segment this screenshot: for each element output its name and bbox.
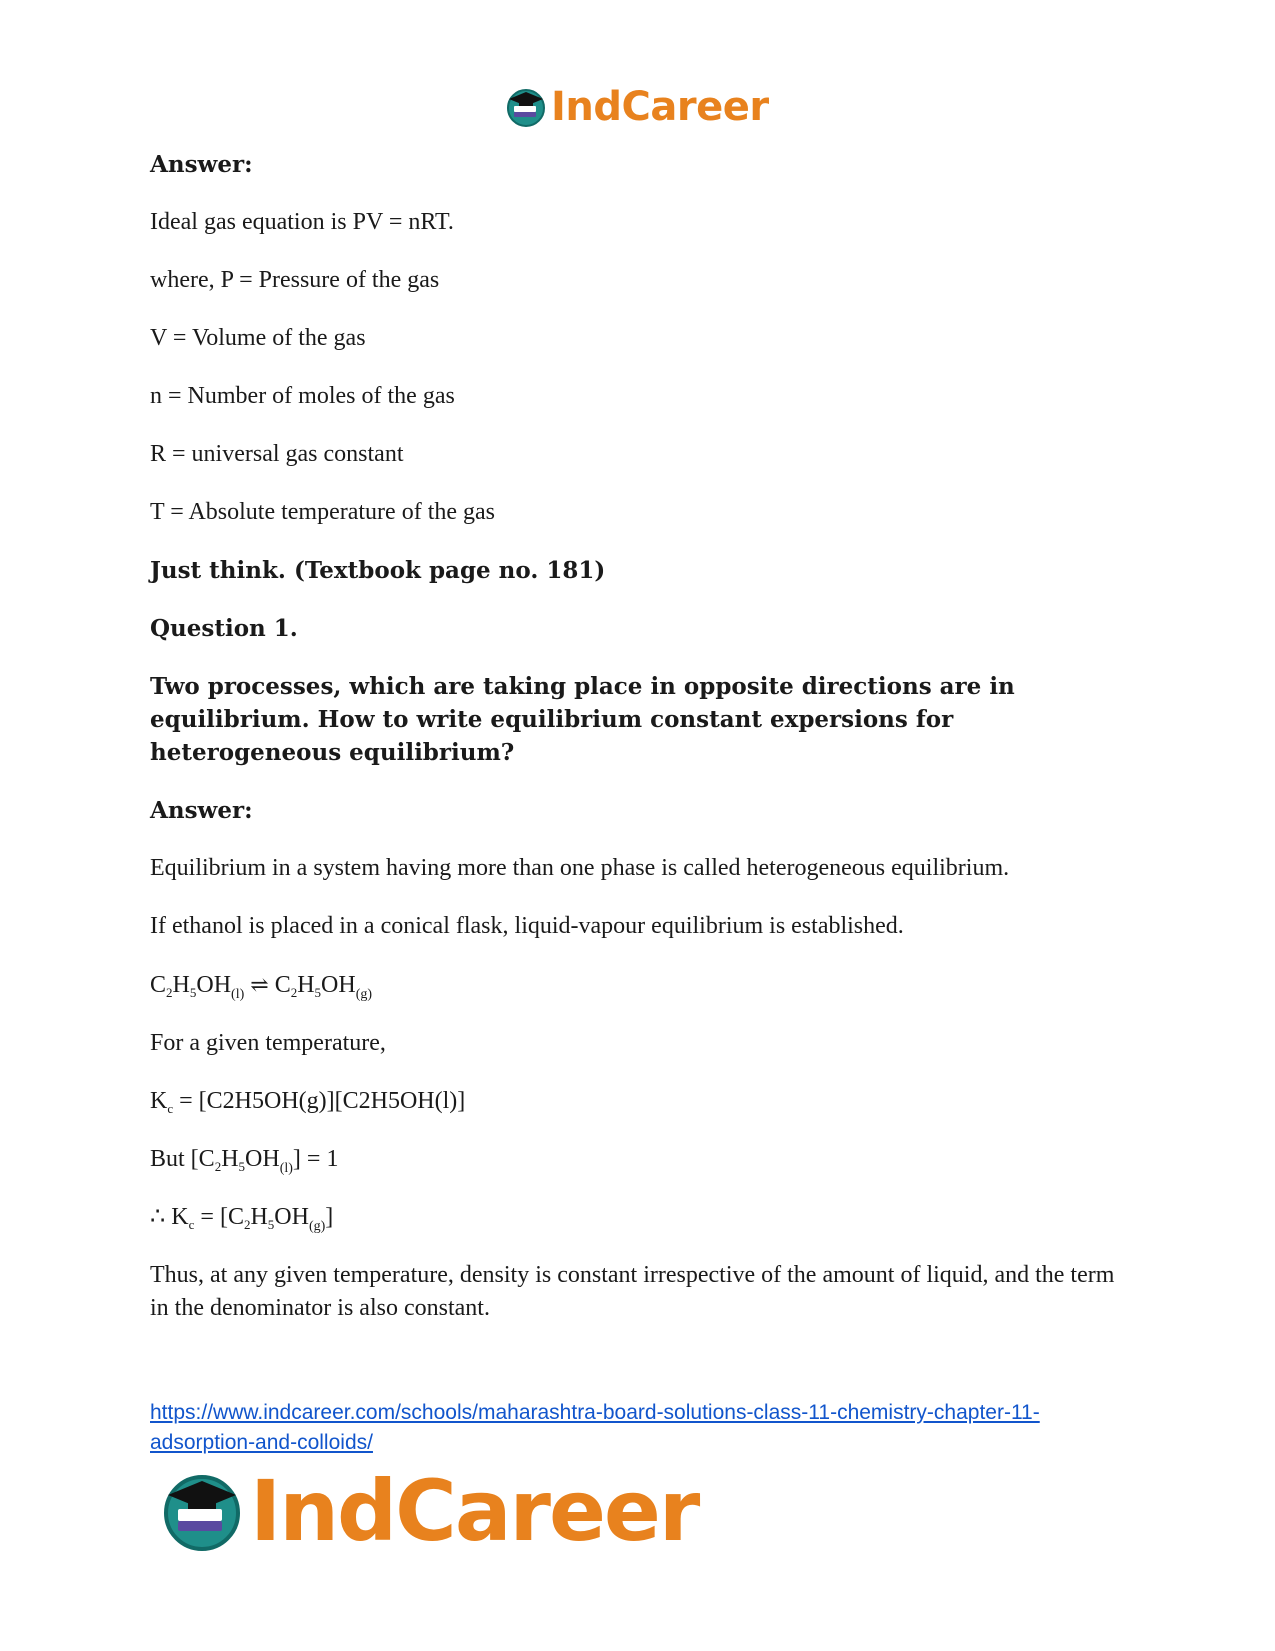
answer-heading-2: Answer: — [150, 797, 253, 824]
ideal-gas-line: Ideal gas equation is PV = nRT. — [150, 209, 454, 235]
graduation-cap-globe-icon — [505, 86, 547, 128]
equilibrium-arrow: ⇌ — [250, 972, 269, 997]
brand-wordmark-large: IndCareer — [250, 1462, 699, 1560]
main-content — [150, 148, 1135, 1350]
temperature-def: T = Absolute temperature of the gas — [150, 499, 495, 525]
question-number: Question 1. — [150, 615, 298, 642]
volume-def: V = Volume of the gas — [150, 325, 366, 351]
footer-logo — [160, 1462, 699, 1560]
kc-expression: $K_c = [C2H5OH(g)][C2H5OH(l)]$ — [150, 1088, 466, 1116]
gas-constant-def: R = universal gas constant — [150, 441, 404, 467]
source-link[interactable]: https://www.indcareer.com/schools/maharashtra-board-solutions-class-11-chemistry-chapter-11-adsorption-and-colloids/ — [150, 1401, 1040, 1454]
pressure-def: where, P = Pressure of the gas — [150, 267, 440, 293]
brand-wordmark: IndCareer — [551, 84, 769, 130]
ethanol-statement: If ethanol is placed in a conical flask, liquid-vapour equilibrium is established. — [150, 913, 904, 939]
liquid-concentration-line: But $[C_2H_5OH_{(l)}] = 1$ — [150, 1146, 339, 1176]
just-think-heading: Just think. (Textbook page no. 181) — [150, 557, 606, 584]
moles-def: n = Number of moles of the gas — [150, 383, 455, 409]
header-logo — [505, 82, 769, 132]
kc-result: ∴ $K_c = [C_2H_5OH_{(g)}]$ — [150, 1204, 334, 1234]
given-temperature: For a given temperature, — [150, 1030, 386, 1056]
answer-heading: Answer: — [150, 151, 253, 178]
conclusion-text: Thus, at any given temperature, density is constant irrespective of the amount of liquid, and the term in the denominator is also constant. — [150, 1262, 1115, 1321]
graduation-cap-globe-icon — [160, 1469, 244, 1553]
equilibrium-definition: Equilibrium in a system having more than one phase is called heterogeneous equilibrium. — [150, 855, 1010, 881]
question-text: Two processes, which are taking place in opposite directions are in equilibrium. How to write equilibrium constant expersions for heterogeneous equilibrium? — [150, 673, 1015, 766]
reaction-equation: $C_2H_5OH_{(l)}$ ⇌ $C_2H_5OH_{(g)}$ — [150, 972, 373, 1002]
